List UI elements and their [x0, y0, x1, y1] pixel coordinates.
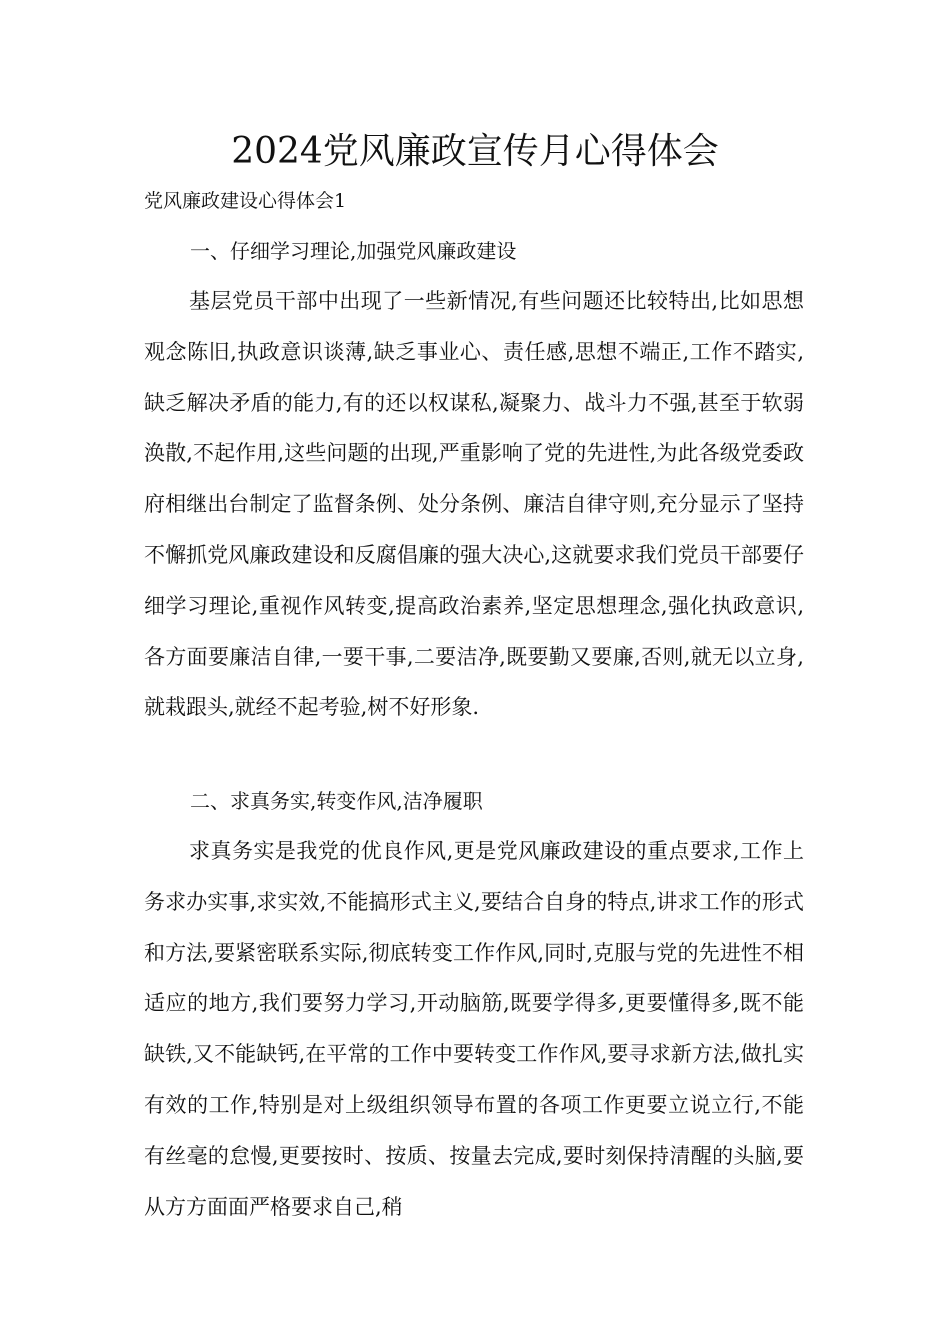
section-paragraph-2: 求真务实是我党的优良作风,更是党风廉政建设的重点要求,工作上务求办实事,求实效,不能搞形式主义,要结合自身的特点,讲求工作的形式和方法,要紧密联系实际,彻底转变工作作风,同时,克服与党的先进性不相适应的地方,我们要努力学习,开动脑筋,既要学得多,更要懂得多,既不能缺铁,又不能缺钙,在平常的工作中要转变工作作风,要寻求新方法,做扎实有效的工作,特别是对上级组织领导布置的各项工作更要立说立行,不能有丝毫的怠慢,更要按时、按质、按量去完成,要时刻保持清醒的头脑,要从方方面面严格要求自己,稍 [144, 839, 804, 1219]
document-title: 2024党风廉政宣传月心得体会 [231, 131, 719, 172]
section-heading-2: 二、求真务实,转变作风,洁净履职 [190, 789, 483, 813]
document-subtitle: 党风廉政建设心得体会1 [144, 190, 347, 212]
section-paragraph-1: 基层党员干部中出现了一些新情况,有些问题还比较特出,比如思想观念陈旧,执政意识谈薄,缺乏事业心、责任感,思想不端正,工作不踏实,缺乏解决矛盾的能力,有的还以权谋私,凝聚力、战斗力不强,甚至于软弱涣散,不起作用,这些问题的出现,严重影响了党的先进性,为此各级党委政府相继出台制定了监督条例、处分条例、廉洁自律守则,充分显示了坚持不懈抓党风廉政建设和反腐倡廉的强大决心,这就要求我们党员干部要仔细学习理论,重视作风转变,提高政治素养,坚定思想理念,强化执政意识,各方面要廉洁自律,一要干事,二要洁净,既要勤又要廉,否则,就无以立身,就栽跟头,就经不起考验,树不好形象. [144, 289, 804, 720]
section-heading-1: 一、仔细学习理论,加强党风廉政建设 [190, 239, 517, 263]
